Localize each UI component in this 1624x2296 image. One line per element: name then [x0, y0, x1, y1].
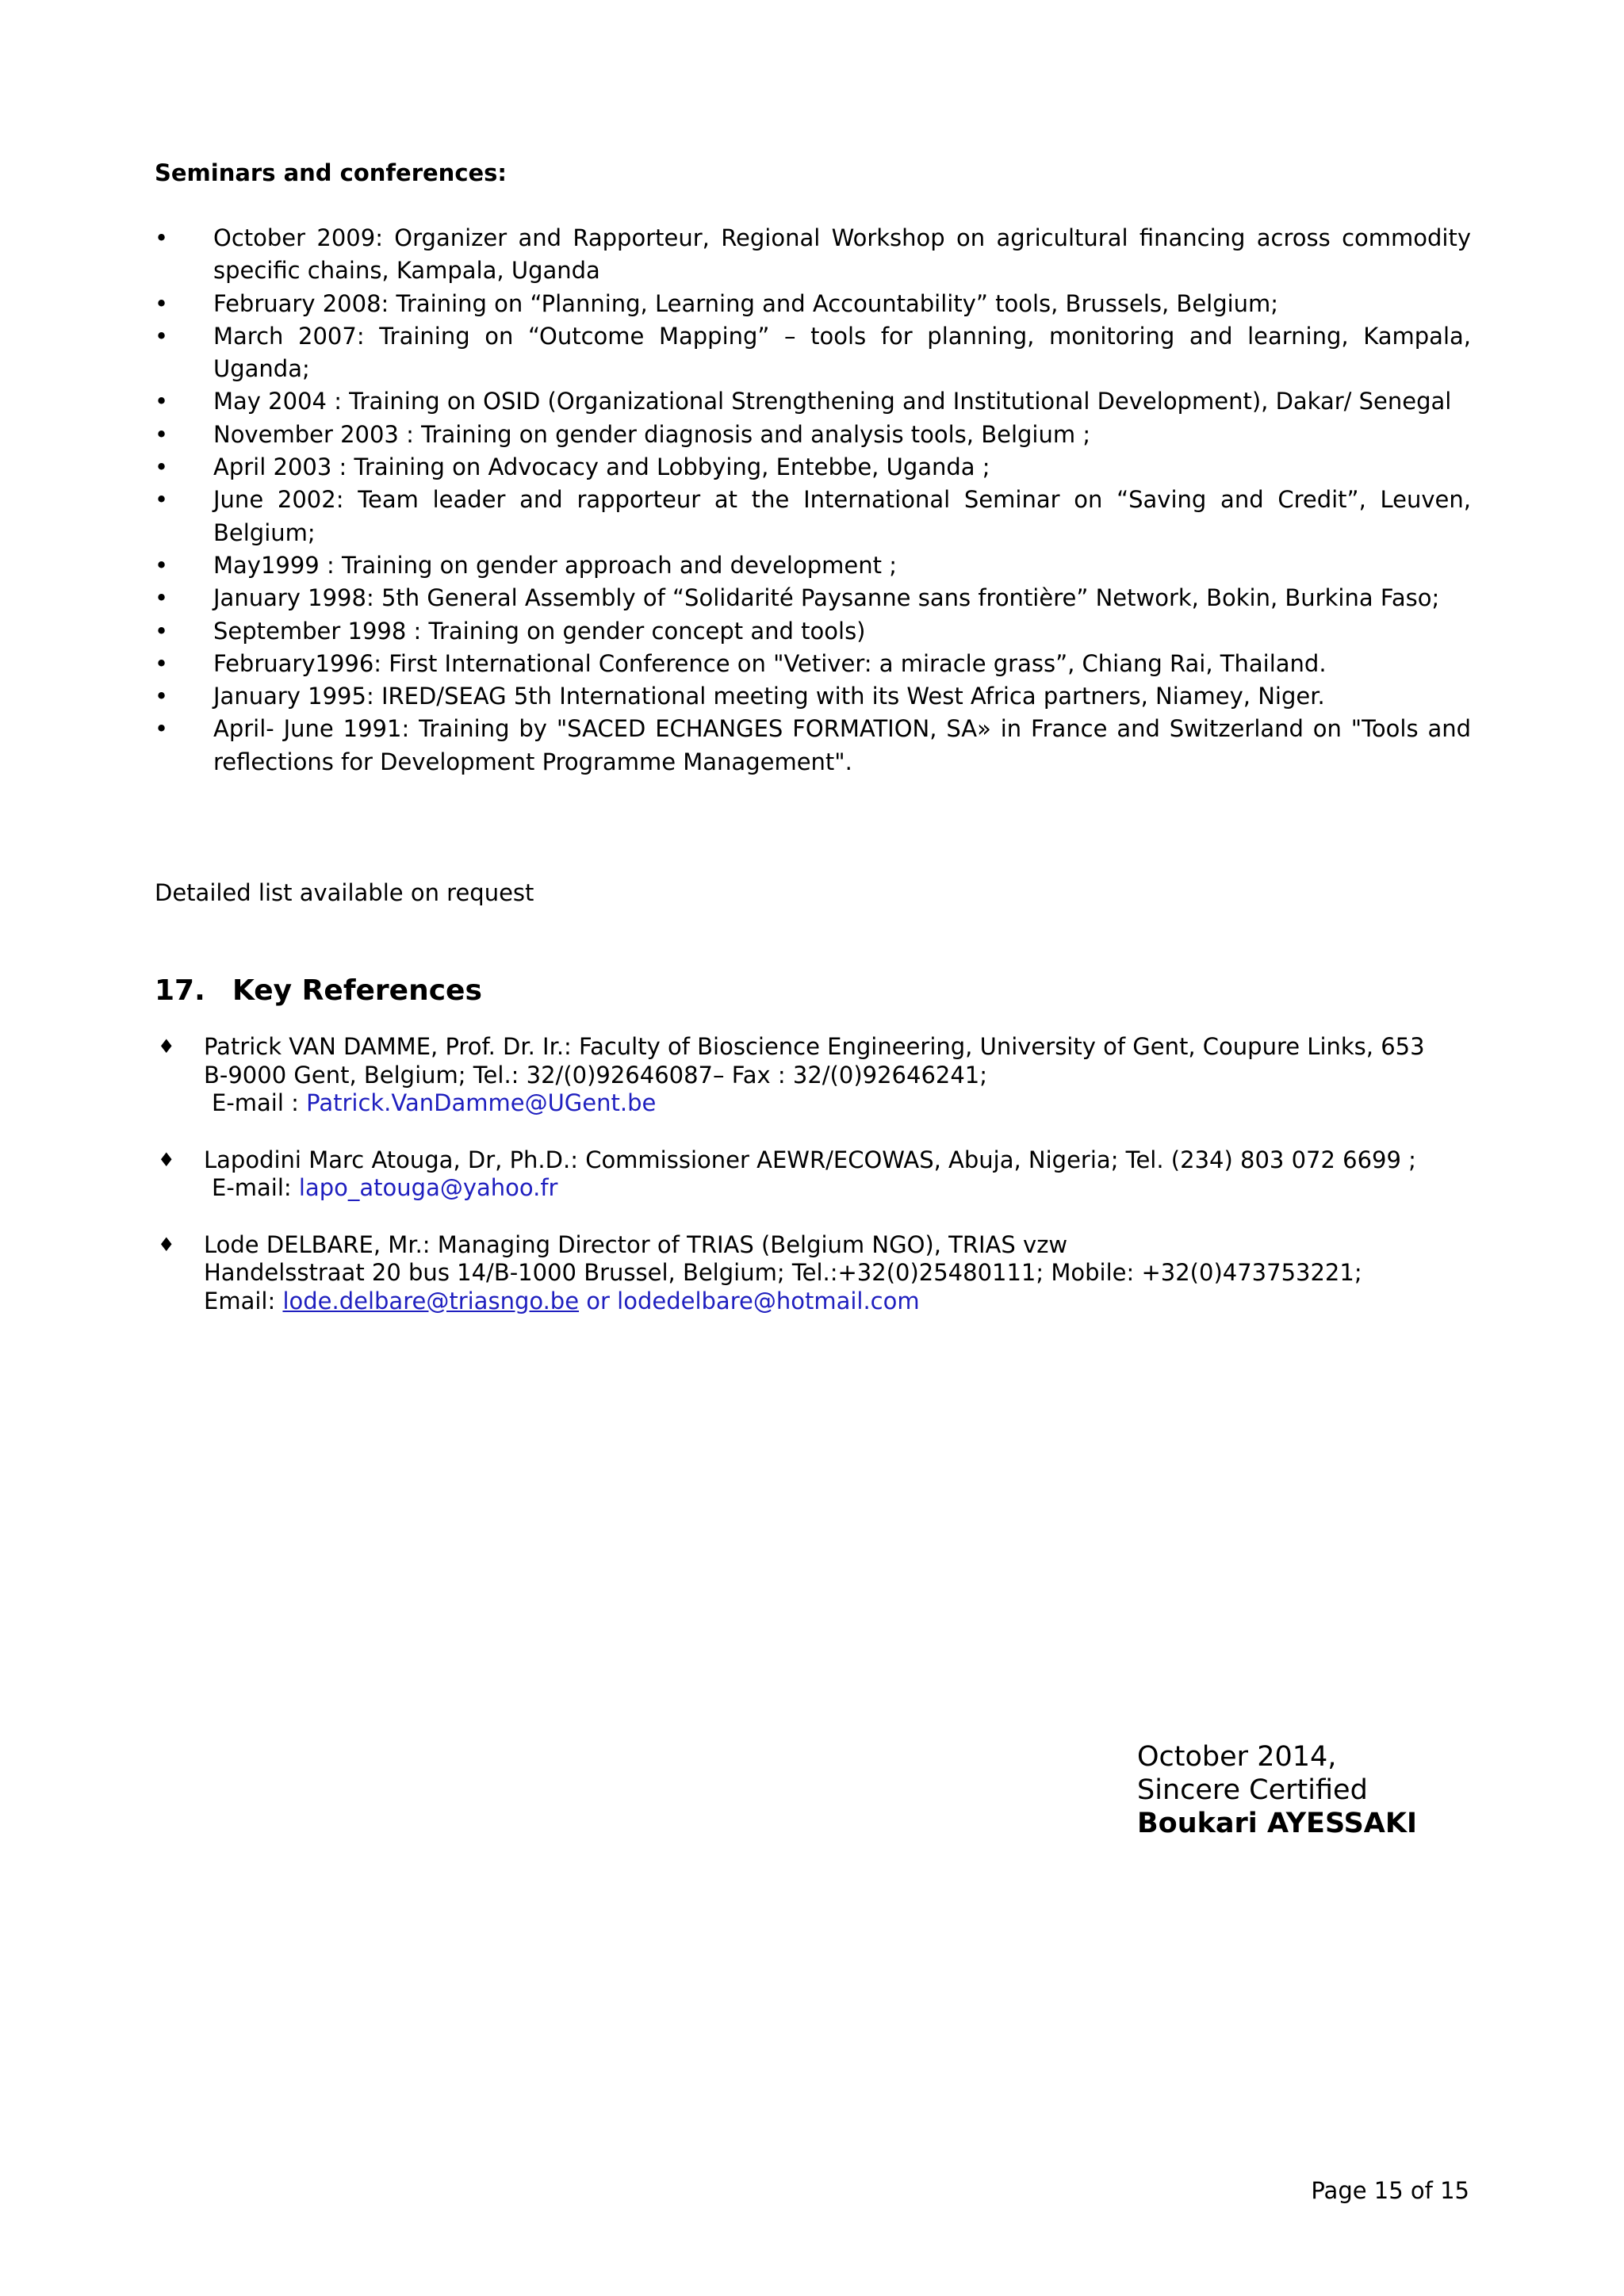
- seminar-text: June 2002: Team leader and rapporteur at the International Seminar on “Saving and Credit”, Leuven, Belgium;: [213, 486, 1471, 546]
- list-item: [155, 615, 1471, 648]
- email-link-alt[interactable]: or lodedelbare@hotmail.com: [579, 1287, 920, 1314]
- diamond-bullet-icon: ♦: [158, 1233, 175, 1256]
- email-label: Email:: [204, 1287, 283, 1314]
- section-title: Key References: [232, 974, 482, 1007]
- bullet-icon: •: [155, 224, 169, 251]
- bullet-icon: •: [155, 584, 169, 612]
- seminar-text: April- June 1991: Training by "SACED ECHANGES FORMATION, SA» in France and Switzerland on "Tools and reflections for Development Programme Management".: [213, 715, 1471, 775]
- email-label: E-mail:: [212, 1174, 299, 1201]
- bullet-icon: •: [155, 649, 169, 677]
- reference-text: Patrick VAN DAMME, Prof. Dr. Ir.: Faculty of Bioscience Engineering, University of Gent, Coupure Links, 653: [204, 1033, 1425, 1060]
- reference-text: Lode DELBARE, Mr.: Managing Director of TRIAS (Belgium NGO), TRIAS vzw: [204, 1230, 1068, 1258]
- reference-item-van-damme: [155, 1033, 1487, 1118]
- seminar-text: February 2008: Training on “Planning, Learning and Accountability” tools, Brussels, Belgium;: [213, 289, 1279, 317]
- seminar-text: January 1998: 5th General Assembly of “Solidarité Paysanne sans frontière” Network, Bokin, Burkina Faso;: [213, 584, 1440, 612]
- seminar-text: September 1998 : Training on gender concept and tools): [213, 617, 866, 645]
- seminar-text: April 2003 : Training on Advocacy and Lobbying, Entebbe, Uganda ;: [213, 453, 990, 481]
- page-number: Page 15 of 15: [1311, 2177, 1469, 2204]
- reference-email-line: [204, 1288, 1487, 1316]
- email-link[interactable]: Patrick.VanDamme@UGent.be: [306, 1089, 657, 1116]
- reference-text: Lapodini Marc Atouga, Dr, Ph.D.: Commissioner AEWR/ECOWAS, Abuja, Nigeria; Tel. (234) 803 072 6699 ;: [204, 1146, 1416, 1173]
- bullet-icon: •: [155, 715, 169, 743]
- email-label: E-mail :: [212, 1089, 307, 1116]
- reference-item-atouga: [155, 1146, 1487, 1203]
- seminar-text: February1996: First International Conference on "Vetiver: a miracle grass”, Chiang Rai, Thailand.: [213, 649, 1327, 677]
- seminar-text: May 2004 : Training on OSID (Organizational Strengthening and Institutional Development), Dakar/ Senegal: [213, 388, 1452, 415]
- seminar-text: May1999 : Training on gender approach and development ;: [213, 551, 897, 579]
- bullet-icon: •: [155, 486, 169, 514]
- bullet-icon: •: [155, 289, 169, 317]
- seminar-text: March 2007: Training on “Outcome Mapping” – tools for planning, monitoring and learning, Kampala, Uganda;: [213, 322, 1471, 383]
- signature-block: [1137, 1740, 1417, 1840]
- reference-email-line: [204, 1174, 1487, 1203]
- section-heading: [155, 973, 482, 1009]
- bullet-icon: •: [155, 420, 169, 448]
- list-item: [155, 288, 1471, 320]
- reference-list: [155, 1033, 1487, 1344]
- list-item: [155, 385, 1471, 418]
- detail-note: Detailed list available on request: [155, 879, 534, 906]
- email-link[interactable]: lapo_atouga@yahoo.fr: [298, 1174, 558, 1201]
- section-number: 17.: [155, 974, 205, 1007]
- list-item: [155, 713, 1471, 779]
- bullet-icon: •: [155, 551, 169, 579]
- list-item: [155, 582, 1471, 614]
- signature-name: Boukari AYESSAKI: [1137, 1808, 1418, 1839]
- list-item: [155, 320, 1471, 386]
- signature-date: October 2014,: [1137, 1741, 1337, 1773]
- reference-item-delbare: [155, 1231, 1487, 1316]
- seminars-heading: Seminars and conferences:: [155, 159, 508, 186]
- bullet-icon: •: [155, 683, 169, 710]
- seminar-text: January 1995: IRED/SEAG 5th International meeting with its West Africa partners, Niamey, Niger.: [213, 683, 1325, 710]
- bullet-icon: •: [155, 388, 169, 415]
- bullet-icon: •: [155, 322, 169, 350]
- list-item: [155, 222, 1471, 288]
- reference-text: Handelsstraat 20 bus 14/B-1000 Brussel, Belgium; Tel.:+32(0)25480111; Mobile: +32(0)473753221;: [204, 1259, 1362, 1286]
- email-link[interactable]: lode.delbare@triasngo.be: [282, 1287, 580, 1314]
- seminar-list: [155, 222, 1471, 779]
- diamond-bullet-icon: ♦: [158, 1035, 175, 1058]
- diamond-bullet-icon: ♦: [158, 1148, 175, 1171]
- list-item: [155, 648, 1471, 680]
- bullet-icon: •: [155, 453, 169, 481]
- list-item: [155, 549, 1471, 582]
- seminar-text: November 2003 : Training on gender diagnosis and analysis tools, Belgium ;: [213, 420, 1091, 448]
- list-item: [155, 484, 1471, 549]
- reference-text: B-9000 Gent, Belgium; Tel.: 32/(0)92646087– Fax : 32/(0)92646241;: [204, 1061, 988, 1089]
- bullet-icon: •: [155, 617, 169, 645]
- seminar-text: October 2009: Organizer and Rapporteur, Regional Workshop on agricultural financing across commodity specific chains, Kampala, Uganda: [213, 224, 1471, 285]
- list-item: [155, 451, 1471, 484]
- list-item: [155, 680, 1471, 713]
- list-item: [155, 419, 1471, 451]
- reference-email-line: [204, 1089, 1487, 1118]
- signature-closing: Sincere Certified: [1137, 1774, 1368, 1806]
